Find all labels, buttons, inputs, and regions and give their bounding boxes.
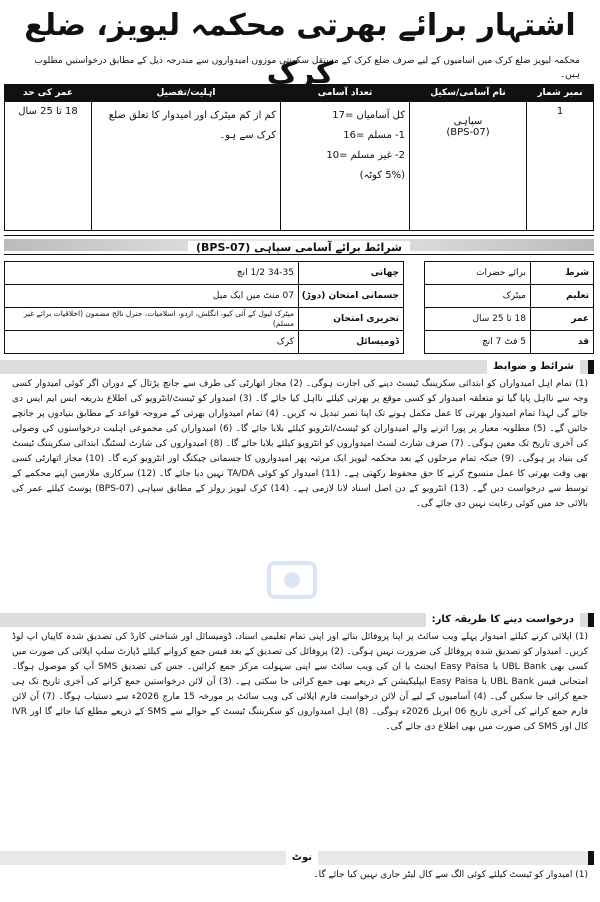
condition-key: تحریری امتحان xyxy=(299,308,404,331)
table-row xyxy=(425,285,594,308)
header-age-limit: عمر کی حد xyxy=(5,85,92,102)
condition-key: شرط xyxy=(531,262,594,285)
conditions-heading-bar xyxy=(4,235,594,255)
post-name: سپاہی xyxy=(453,116,483,127)
page-title: اشتہار برائے بھرتی محکمہ لیویز، ضلع کرک xyxy=(24,8,576,91)
table-row xyxy=(5,102,594,231)
cell-qualification xyxy=(92,102,281,231)
count-line: کل آسامیاں =17 xyxy=(332,110,405,121)
condition-key: جسمانی امتحان (دوڑ) xyxy=(299,285,404,308)
cell-post-name xyxy=(410,102,527,231)
condition-value: 07 منٹ میں ایک میل xyxy=(5,285,299,308)
intro-text: محکمہ لیویز ضلع کرک میں اسامیوں کے لیے صرف ضلع کرک کے مستقل سکونتی موزوں امیدواروں سے مندرجہ ذیل کے مطابق درخواستیں مطلوب ہیں۔ xyxy=(34,56,580,80)
cell-count xyxy=(281,102,410,231)
header-post-name: نام آسامی/سکیل xyxy=(410,85,527,102)
condition-value: میٹرک xyxy=(425,285,531,308)
conditions-heading: شرائط برائے آسامی سپاہی (BPS-07) xyxy=(188,241,410,254)
cell-age-limit: 18 تا 25 سال xyxy=(5,102,92,231)
post-scale: (BPS-07) xyxy=(446,127,490,138)
table-row xyxy=(425,308,594,331)
rules-text: (1) تمام اہل امیدواران کو ابتدائی سکریننگ ٹیسٹ دینے کی اجازت ہوگی۔ (2) مجاز اتھارٹی کی طرف سے جانچ پڑتال کے دوران اگر کوئی امیدوار کسی وجہ سے نااہل پایا گیا تو متعلقہ امیدوار کو کسی موقع پر بھرتی کیلئے نااہل کیا جائے گا۔ (3) امیدوار کو ٹیسٹ/انٹرویو کی اطلاع بذریعہ ایس ایم ایس دی جائے گی لہذا تمام امیدوار بھرتی کا عمل مکمل ہونے تک اپنا نمبر تبدیل نہ کریں۔ (4) تمام امیدواران بھرتی کے مروجہ قواعد کے مطابق بنیادوں پر جانچے جائیں گے۔ (5) مطلوبہ معیار پر پورا اترنے والے امیدواران کو ٹیسٹ/انٹرویو کیلئے بلایا جائے گا۔ (6) امیدواران کی مجموعی اہلیت درخواستوں کی وصولی کی آخری تاریخ تک معین ہوگی۔ (7) صرف شارٹ لسٹ امیدواروں کو انٹرویو کیلئے بلایا جائے گا۔ (8) امیدواروں کی شارٹ لسٹنگ ابتدائی سکریننگ ٹیسٹ کی بنیاد پر ہوگی۔ (9) جبکہ تمام مرحلوں کے بعد محکمہ لیویز ایک مرتبہ پھر امیدواروں کا جسمانی چیکنگ اور انٹرویو کرے گا۔ (10) مجاز اتھارٹی کسی بھی وقت بھرتی کا عمل منسوخ کرنے کا حق محفوظ رکھتی ہے۔ (11) امیدوار کو کوئی TA/DA نہیں دیا جائے گا۔ (12) سرکاری ملازمین اپنے محکمے کے توسط سے درخواست دیں گے۔ (13) انٹرویو کے دن اصل اسناد لانا لازمی ہے۔ (14) کرک لیویز رولز کے مطابق سپاہی (BPS-07) پوسٹ کیلئے عمر کی بالائی حد میں کوئی رعایت نہیں دی جائے گی۔ xyxy=(12,379,589,509)
conditions-table-right xyxy=(424,261,594,354)
apply-heading: درخواست دینے کا طریقہ کار: xyxy=(426,613,580,627)
condition-key: تعلیم xyxy=(531,285,594,308)
condition-key: چھاتی xyxy=(299,262,404,285)
count-line: 1- مسلم =16 xyxy=(343,130,405,141)
condition-value: برائے حضرات xyxy=(425,262,531,285)
note-text: (1) امیدوار کو ٹیسٹ کیلئے کوئی الگ سے کال لیٹر جاری نہیں کیا جائے گا۔ xyxy=(313,870,588,880)
header-count: تعداد آسامی xyxy=(281,85,410,102)
conditions-section xyxy=(4,261,594,354)
apply-text: (1) اپلائی کرنے کیلئے امیدوار پہلے ویب سائٹ پر اپنا پروفائل بنائے اور اپنی تمام تعلیمی اسناد، ڈومیسائل اور شناختی کارڈ کی تصدیق شدہ کاپیاں اپ لوڈ کریں۔ امیدوار کو تصدیق شدہ پروفائل کی ضرورت نہیں ہوگی۔ (2) پروفائل کی تصدیق کے بعد فیس جمع کروانے کیلئے ڈپازٹ سلپ اپلائی کی صورت میں کسی بھی UBL Bank یا Easy Paisa ایجنٹ یا ان کی ویب سائٹ سے اپنی سہولت مرکز جمع کرائیں۔ جس کی تصدیق SMS آپ کو موصول ہوگا۔ امتحانی فیس UBL Bank یا Easy Paisa ایپلیکیشن کے ذریعے بھی جمع کرائی جا سکتی ہے۔ (3) آن لائن درخواستیں جمع کرانے کی آخری تاریخ تک ہی جمع کرائی جا سکیں گی۔ (4) آسامیوں کے لیے آن لائن درخواست فارم اپلائی کی ویب سائٹ پر مورخہ 15 مارچ 2026ء سے دستیاب ہوگا۔ (7) آن لائن فارم جمع کرانے کی آخری تاریخ 06 اپریل 2026ء ہوگی۔ (8) اہل امیدواروں کو سکریننگ ٹیسٹ کے حوالے سے SMS کے ذریعے مطلع کیا جائے گا اور IVR کال اور SMS کی صورت میں بھی اطلاع دی جائے گی۔ xyxy=(12,632,589,732)
qualification-line: کرک سے ہو۔ xyxy=(219,130,276,141)
apply-heading-bar xyxy=(0,613,594,627)
note-heading: نوٹ xyxy=(286,851,318,865)
advertisement-page xyxy=(0,2,600,902)
table-row xyxy=(5,262,404,285)
condition-value: 18 تا 25 سال xyxy=(425,308,531,331)
qualification-line: کم از کم میٹرک اور امیدوار کا تعلق ضلع xyxy=(108,110,276,121)
condition-key: عمر xyxy=(531,308,594,331)
table-row xyxy=(5,285,404,308)
count-line: (5% کوٹہ) xyxy=(359,170,405,181)
watermark-logo-icon xyxy=(265,557,319,603)
cell-serial: 1 xyxy=(527,102,594,231)
condition-value: 34-35 1/2 انچ xyxy=(5,262,299,285)
table-row xyxy=(425,331,594,354)
condition-value: میٹرک لیول کے آئی کیو، انگلش، اردو، اسلامیات، جنرل نالج مضمون (اخلاقیات برائے غیر مسلم) xyxy=(5,308,299,331)
conditions-table-left xyxy=(4,261,404,354)
table-row xyxy=(425,262,594,285)
condition-value: 5 فٹ 7 انچ xyxy=(425,331,531,354)
rules-heading-bar xyxy=(0,360,594,374)
rules-heading: شرائط و ضوابط xyxy=(487,360,580,374)
condition-key: ڈومیسائل xyxy=(299,331,404,354)
header-serial: نمبر شمار xyxy=(527,85,594,102)
condition-value: کرک xyxy=(5,331,299,354)
table-row xyxy=(5,331,404,354)
count-line: 2- غیر مسلم =10 xyxy=(326,150,405,161)
table-row xyxy=(5,308,404,331)
posts-table xyxy=(4,84,594,231)
note-heading-bar xyxy=(0,851,594,865)
condition-key: قد xyxy=(531,331,594,354)
header-qualification: اہلیت/تفصیل xyxy=(92,85,281,102)
